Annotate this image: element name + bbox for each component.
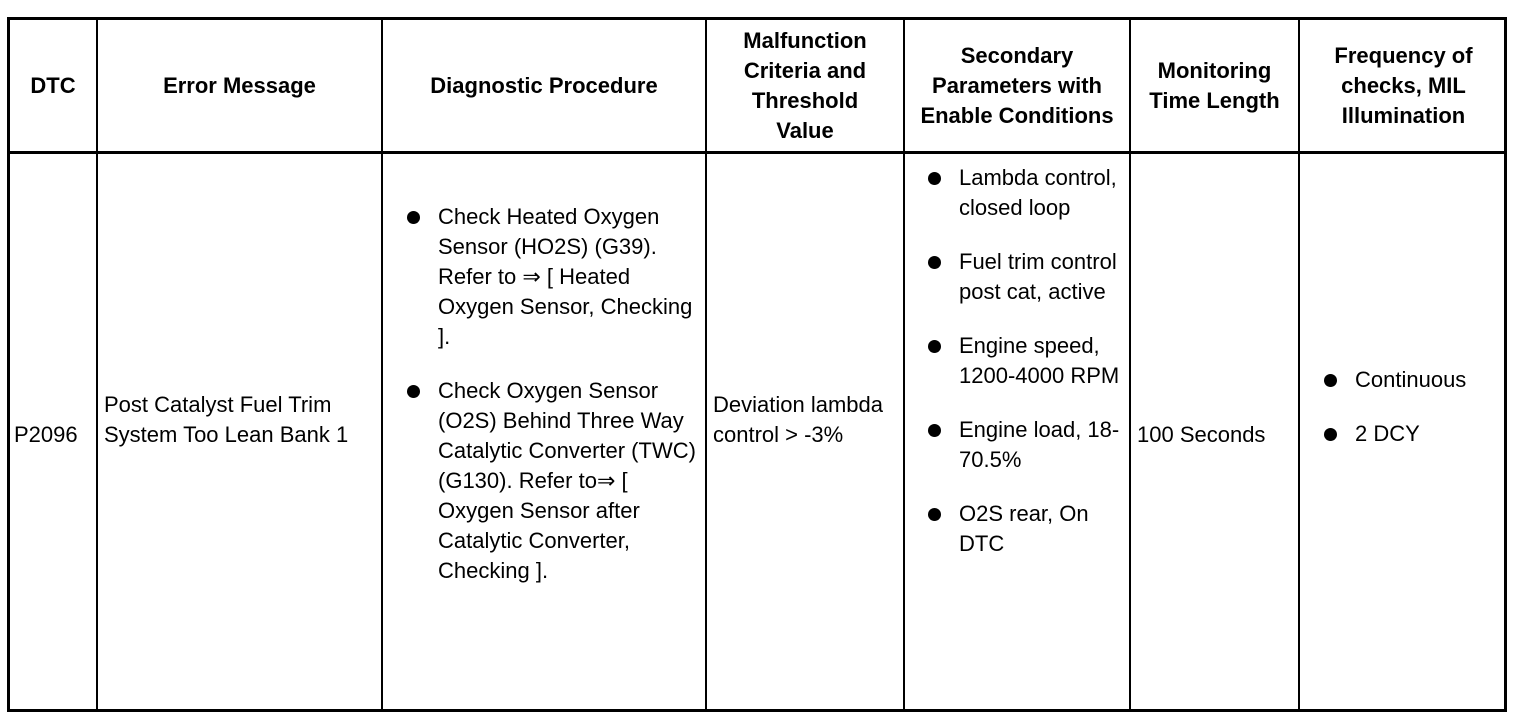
cell-malfunction-criteria: Deviation lambda control > -3% — [713, 392, 883, 447]
cell-frequency — [1324, 365, 1504, 449]
cell-error-message: Post Catalyst Fuel Trim System Too Lean Bank 1 — [104, 392, 349, 447]
list-item: Engine load, 18-70.5% — [928, 415, 1124, 475]
bullet-icon — [1324, 374, 1337, 387]
header-dtc: DTC — [30, 72, 76, 98]
list-item: 2 DCY — [1324, 419, 1504, 449]
header-divider — [10, 151, 1504, 154]
list-item: Fuel trim control post cat, active — [928, 247, 1124, 307]
header-secondary-parameters: Secondary Parameters with Enable Conditions — [920, 42, 1114, 128]
list-item: Engine speed, 1200-4000 RPM — [928, 331, 1124, 391]
dtc-table — [7, 17, 1507, 712]
bullet-icon — [928, 340, 941, 353]
header-diagnostic-procedure: Diagnostic Procedure — [430, 72, 658, 98]
header-error-message: Error Message — [163, 72, 316, 98]
cell-dtc: P2096 — [14, 422, 78, 447]
header-malfunction-criteria: Malfunction Criteria and Threshold Value — [743, 27, 867, 143]
header-frequency: Frequency of checks, MIL Illumination — [1334, 42, 1473, 128]
bullet-icon — [407, 211, 420, 224]
list-item: Continuous — [1324, 365, 1504, 395]
list-item: Check Oxygen Sensor (O2S) Behind Three Way Catalytic Converter (TWC) (G130). Refer to⇒ [ Oxygen Sensor after Catalytic Converter, Checking ]. — [407, 376, 699, 586]
bullet-icon — [928, 172, 941, 185]
bullet-icon — [1324, 428, 1337, 441]
list-item: Check Heated Oxygen Sensor (HO2S) (G39). Refer to ⇒ [ Heated Oxygen Sensor, Checking ]. — [407, 202, 699, 352]
bullet-icon — [928, 424, 941, 437]
bullet-icon — [407, 385, 420, 398]
bullet-icon — [928, 256, 941, 269]
cell-secondary-parameters — [928, 163, 1124, 559]
cell-diagnostic-procedure — [407, 202, 699, 586]
list-item: O2S rear, On DTC — [928, 499, 1124, 559]
bullet-icon — [928, 508, 941, 521]
header-monitoring-time: Monitoring Time Length — [1149, 57, 1280, 113]
list-item: Lambda control, closed loop — [928, 163, 1124, 223]
cell-monitoring-time: 100 Seconds — [1137, 422, 1266, 447]
